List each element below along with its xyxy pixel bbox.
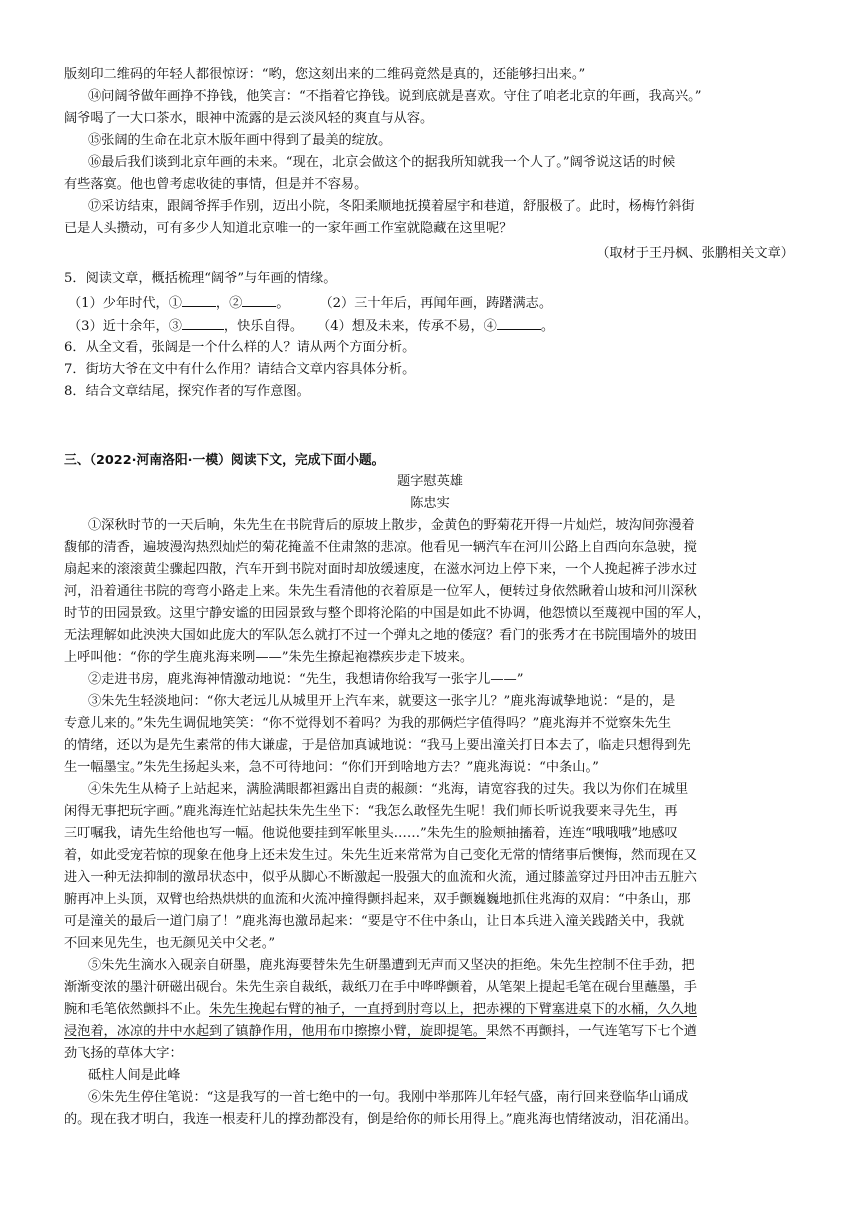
q5-item-4-label: （4）想及未来，传承不易， bbox=[317, 319, 484, 334]
calligraphy-text: 砥柱人间是此峰 bbox=[88, 1068, 181, 1083]
article-title: 题字慰英雄 bbox=[397, 474, 463, 489]
article-text: 果然不再颤抖，一气连笔写下七个遒 bbox=[486, 1024, 697, 1039]
article-line: 腑再冲上头顶，双臂也给热烘烘的血流和火流冲撞得颤抖起来，双手颤巍巍地抓住兆海的双肩：“中条山，那 bbox=[64, 892, 691, 907]
period: 。 bbox=[276, 296, 290, 311]
question-5-row-1 bbox=[68, 292, 552, 315]
passage-line: ⑭问阔爷做年画挣不挣钱，他笑言：“不指着它挣钱。说到底就是喜欢。守住了咱老北京的年画，我高兴。” bbox=[88, 89, 702, 104]
article-line: ⑥朱先生停住笔说：“这是我写的一首七绝中的一句。我刚中举那阵儿年轻气盛，南行回来登临华山诵成 bbox=[88, 1090, 689, 1105]
article-line: 渐渐变浓的墨汁研磁出砚台。朱先生亲自裁纸，裁纸刀在手中哗哗颤着，从笔架上提起毛笔在砚台里蘸墨，手 bbox=[64, 980, 697, 995]
article-line: ⑤朱先生滴水入砚亲自研墨，鹿兆海要替朱先生研墨遭到无声而又坚决的拒绝。朱先生控制不住手劲，把 bbox=[88, 958, 695, 973]
q5-item-3-label: （3）近十余年， bbox=[68, 319, 169, 334]
passage-line: ⑯最后我们谈到北京年画的未来。“现在，北京会做这个的据我所知就我一个人了。”阔爷说这话的时候 bbox=[88, 155, 676, 170]
underlined-sentence: 朱先生挽起右臂的袖子，一直捋到肘弯以上，把赤裸的下臂塞进桌下的水桶，久久地 bbox=[209, 1002, 697, 1017]
section-heading: 三、（2022·河南洛阳·一模）阅读下文，完成下面小题。 bbox=[64, 453, 385, 468]
passage-line: 有些落寞。他也曾考虑收徒的事情，但是并不容易。 bbox=[64, 177, 368, 192]
article-line: ④朱先生从椅子上站起来，满脸满眼都袒露出自责的赧颜：“兆海，请宽容我的过失。我以为你们在城里 bbox=[88, 782, 689, 797]
article-line: 专意儿来的。”朱先生调侃地笑笑：“你不觉得划不着吗？为我的那俩烂字值得吗？”鹿兆海并不觉察朱先生 bbox=[64, 716, 672, 731]
q5-item-3-tail: ，快乐自得。 bbox=[223, 319, 304, 334]
passage-line: 已是人头攒动，可有多少人知道北京唯一的一家年画工作室就隐藏在这里呢？ bbox=[64, 221, 513, 236]
article-line: 无法理解如此泱泱大国如此庞大的军队怎么就打不过一个弹丸之地的倭寇？看门的张秀才在书院围墙外的坡田 bbox=[64, 628, 697, 643]
article-line: 不回来见先生，也无颜见关中父老。” bbox=[64, 936, 276, 951]
article-line: ①深秋时节的一天后晌，朱先生在书院背后的原坡上散步，金黄色的野菊花开得一片灿烂，坡沟间弥漫着 bbox=[88, 518, 695, 533]
period: 。 bbox=[540, 319, 555, 334]
article-line: 可是潼关的最后一道门扇了！”鹿兆海也激昂起来：“要是守不住中条山，让日本兵进入潼关践踏关中，我就 bbox=[64, 914, 685, 929]
article-line: 闲得无事把玩字画。”鹿兆海连忙站起扶朱先生坐下：“我怎么敢怪先生呢！我们师长听说我要来寻先生，再 bbox=[64, 804, 678, 819]
article-line bbox=[64, 999, 697, 1021]
article-line: 劲飞扬的草体大字： bbox=[64, 1046, 183, 1061]
answer-blank-2[interactable] bbox=[242, 292, 276, 307]
question-8: 8．结合文章结尾，探究作者的写作意图。 bbox=[64, 384, 310, 399]
source-citation: （取材于王丹枫、张鹏相关文章） bbox=[596, 246, 794, 261]
blank-2-number: ② bbox=[229, 296, 243, 311]
answer-blank-3[interactable] bbox=[182, 315, 224, 330]
article-line: 三叮嘱我，请先生给他也写一幅。他说他要挂到军帐里头……”朱先生的脸颊抽搐着，连连“哦哦哦”地感叹 bbox=[64, 826, 678, 841]
answer-blank-1[interactable] bbox=[182, 292, 216, 307]
passage-line: 阔爷喝了一大口茶水，眼神中流露的是云淡风轻的爽直与从容。 bbox=[64, 111, 434, 126]
blank-3-number: ③ bbox=[168, 319, 182, 334]
underlined-sentence: 浸泡着，冰凉的井中水起到了镇静作用，他用布巾擦擦小臂，旋即提笔。 bbox=[64, 1024, 486, 1039]
blank-1-number: ① bbox=[168, 296, 182, 311]
question-7: 7．街坊大爷在文中有什么作用？请结合文章内容具体分析。 bbox=[64, 362, 416, 377]
comma: ， bbox=[215, 296, 230, 311]
question-6: 6．从全文看，张阔是一个什么样的人？请从两个方面分析。 bbox=[64, 340, 416, 355]
article-line: 进入一种无法抑制的激昂状态中，似乎从脚心不断激起一股强大的血流和火流，通过膝盖穿过丹田冲击五脏六 bbox=[64, 870, 697, 885]
article-line: 上呼叫他：“你的学生鹿兆海来咧——”朱先生撩起袍襟疾步走下坡来。 bbox=[64, 650, 474, 665]
article-line: 生一幅墨宝。”朱先生扬起头来，急不可待地问：“你们开到啥地方去？”鹿兆海说：“中条山。” bbox=[64, 760, 599, 775]
article-text: 腕和毛笔依然颤抖不止。 bbox=[64, 1002, 210, 1017]
passage-line: ⑰采访结束，跟阔爷挥手作别，迈出小院，冬阳柔顺地抚摸着屋宇和巷道，舒服极了。此时，杨梅竹斜街 bbox=[88, 199, 695, 214]
article-line: 着，如此受宠若惊的现象在他身上还未发生过。朱先生近来常常为自己变化无常的情绪事后懊悔，然而现在又 bbox=[64, 848, 697, 863]
article-line: ③朱先生轻淡地问：“你大老远儿从城里开上汽车来，就要这一张字儿？”鹿兆海诚挚地说：“是的，是 bbox=[88, 694, 676, 709]
question-5: 5．阅读文章，概括梳理“阔爷”与年画的情缘。 bbox=[64, 271, 337, 286]
article-line: ②走进书房，鹿兆海神情激动地说：“先生，我想请你给我写一张字儿——” bbox=[88, 672, 524, 687]
article-line: 馥郁的清香，遍坡漫沟热烈灿烂的菊花掩盖不住肃煞的悲凉。他看见一辆汽车在河川公路上自西向东急驶，搅 bbox=[64, 540, 697, 555]
q5-item-2: （2）三十年后，再闻年画，踌躇满志。 bbox=[319, 296, 553, 311]
article-line bbox=[64, 1021, 697, 1043]
blank-4-number: ④ bbox=[483, 319, 497, 334]
passage-line: ⑮张阔的生命在北京木版年画中得到了最美的绽放。 bbox=[88, 133, 392, 148]
passage-line: 版刻印二维码的年轻人都很惊讶：“哟，您这刻出来的二维码竟然是真的，还能够扫出来。” bbox=[64, 67, 586, 82]
article-author: 陈忠实 bbox=[410, 496, 450, 511]
article-line: 扇起来的滚滚黄尘骤起四散，汽车开到书院对面时却放缓速度，在滋水河边上停下来，一个人挽起裤子涉水过 bbox=[64, 562, 697, 577]
q5-item-1-label: （1）少年时代， bbox=[68, 296, 169, 311]
answer-blank-4[interactable] bbox=[497, 315, 541, 330]
article-line: 的。现在我才明白，我连一根麦秆儿的撑劲都没有，倒是给你的师长用得上。”鹿兆海也情绪波动，泪花涌出。 bbox=[64, 1112, 698, 1127]
article-line: 的情绪，还以为是先生素常的伟大谦虚，于是倍加真诚地说：“我马上要出潼关打日本去了，临走只想得到先 bbox=[64, 738, 691, 753]
question-5-row-2 bbox=[68, 315, 554, 338]
article-line: 时节的田园景致。这里宁静安谧的田园景致与整个即将沦陷的中国是如此不协调，他怨愤以至蔑视中国的军人， bbox=[64, 606, 711, 621]
article-line: 河，沿着通往书院的弯弯小路走上来。朱先生看清他的衣着原是一位军人，便转过身依然瞅着山坡和河川深秋 bbox=[64, 584, 697, 599]
